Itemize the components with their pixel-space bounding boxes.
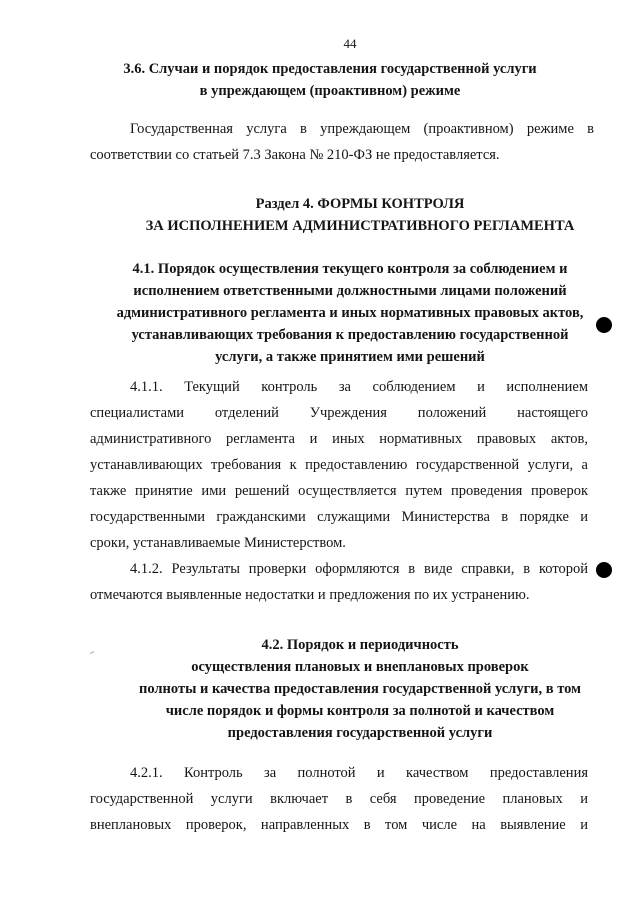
paragraph-line: также принятие ими решений осуществляется путем проведения проверок [90,483,588,499]
paragraph-line: устанавливающих требования к предоставлению государственной услуги, а [90,457,588,473]
heading-line: устанавливающих требования к предоставлению государственной [131,327,569,343]
paragraph-line: административного регламента и иных нормативных правовых актов, [90,431,588,447]
paragraph-line: специалистами отделений Учреждения положений настоящего [90,405,588,421]
heading-line: 4.1. Порядок осуществления текущего контроля за соблюдением и [132,261,568,277]
punch-hole [596,562,612,578]
paragraph-line: Государственная услуга в упреждающем (проактивном) режиме в [130,121,594,137]
section-3-6-paragraph [90,116,594,168]
heading-line: в упреждающем (проактивном) режиме [199,83,461,99]
heading-line: полноты и качества предоставления государственной услуги, в том [138,681,581,697]
paragraph-line: соответствии со статьей 7.3 Закона № 210-ФЗ не предоставляется. [90,147,500,163]
heading-line: осуществления плановых и внеплановых проверок [191,659,529,675]
paragraph-line: 4.2.1. Контроль за полнотой и качеством предоставления [130,765,588,781]
section-4-2-heading [80,634,632,744]
heading-line: предоставления государственной услуги [227,725,493,741]
heading-line: услуги, а также принятием ими решений [215,349,485,365]
section-3-6-heading [100,58,560,102]
section-4-heading [100,193,620,237]
heading-line: исполнением ответственными должностными лицами положений [133,283,567,299]
section-4-1-heading [80,258,620,368]
paragraph-4-1-2 [90,556,588,608]
paragraph-line: государственной услуги включает в себя проведение плановых и [90,791,588,807]
heading-line: административного регламента и иных нормативных правовых актов, [116,305,584,321]
punch-hole [596,317,612,333]
paragraph-4-1-1 [90,374,588,556]
paragraph-line: отмечаются выявленные недостатки и предложения по их устранению. [90,587,530,603]
page-number: 44 [343,36,357,51]
heading-line: Раздел 4. ФОРМЫ КОНТРОЛЯ [255,196,465,212]
heading-line: 4.2. Порядок и периодичность [261,637,459,653]
paragraph-line: 4.1.1. Текущий контроль за соблюдением и исполнением [130,379,588,395]
heading-line: числе порядок и формы контроля за полнотой и качеством [165,703,555,719]
paragraph-4-2-1 [90,760,588,838]
paragraph-line: государственными гражданскими служащими Министерства в порядке и [90,509,588,525]
heading-line: ЗА ИСПОЛНЕНИЕМ АДМИНИСТРАТИВНОГО РЕГЛАМЕНТА [145,218,575,234]
paragraph-line: внеплановых проверок, направленных в том числе на выявление и [90,817,588,833]
paragraph-line: сроки, устанавливаемые Министерством. [90,535,346,551]
heading-line: 3.6. Случаи и порядок предоставления государственной услуги [123,61,537,77]
paragraph-line: 4.1.2. Результаты проверки оформляются в виде справки, в которой [130,561,588,577]
